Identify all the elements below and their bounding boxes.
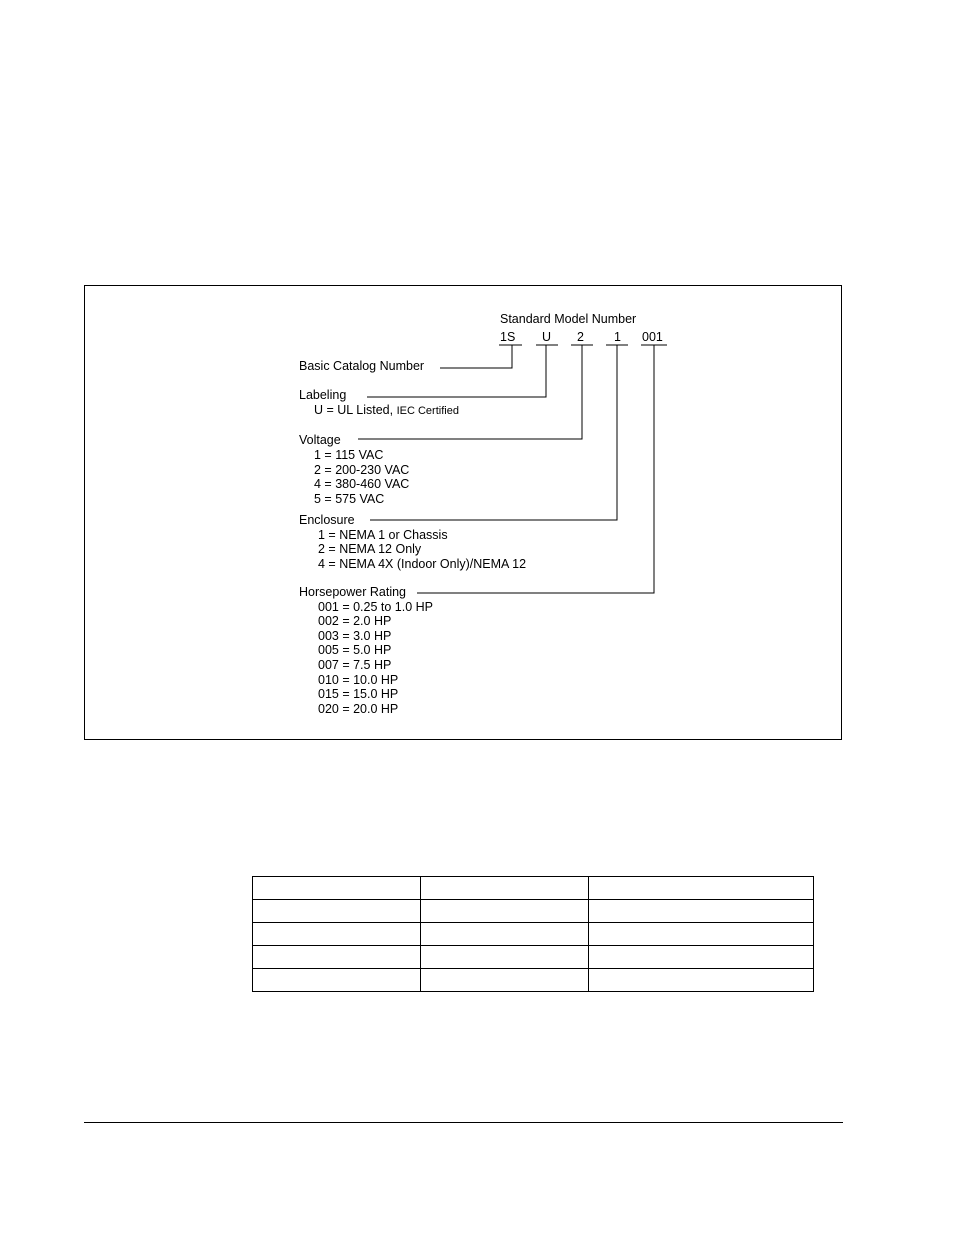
voltage-option: 2 = 200-230 VAC [314,463,410,477]
horsepower-option: 005 = 5.0 HP [318,643,392,657]
table-cell [421,900,589,923]
table-row [253,877,814,900]
model-number-figure [84,285,842,740]
diagram-title: Standard Model Number [500,312,637,326]
field-voltage-label: Voltage [299,433,341,447]
horsepower-option: 015 = 15.0 HP [318,687,399,701]
field-basic-catalog-label: Basic Catalog Number [299,359,425,373]
table-row [253,946,814,969]
enclosure-option: 1 = NEMA 1 or Chassis [318,528,448,542]
code-horsepower: 001 [642,330,663,344]
table-cell [253,946,421,969]
table-cell [589,946,814,969]
horsepower-option: 003 = 3.0 HP [318,629,392,643]
table-cell [589,969,814,992]
table-cell [253,969,421,992]
table-row [253,900,814,923]
table-cell [589,923,814,946]
voltage-option: 5 = 575 VAC [314,492,385,506]
table-cell [253,877,421,900]
horsepower-option: 007 = 7.5 HP [318,658,392,672]
code-voltage: 2 [577,330,584,344]
table-row [253,969,814,992]
table-cell [589,900,814,923]
table-cell [589,877,814,900]
code-labeling: U [542,330,552,344]
table-cell [421,969,589,992]
voltage-option: 4 = 380-460 VAC [314,477,410,491]
labeling-option-ul: U = UL Listed, IEC Certified [314,403,459,417]
footer-rule [84,1122,843,1123]
table-row [253,923,814,946]
horsepower-option: 002 = 2.0 HP [318,614,392,628]
field-horsepower-label: Horsepower Rating [299,585,406,599]
table-cell [421,923,589,946]
leader-horsepower [417,345,654,593]
horsepower-option: 001 = 0.25 to 1.0 HP [318,600,434,614]
table-cell [253,923,421,946]
leader-basic-catalog [440,345,512,368]
code-basic-catalog: 1S [500,330,516,344]
horsepower-option: 020 = 20.0 HP [318,702,399,716]
enclosure-option: 2 = NEMA 12 Only [318,542,422,556]
model-number-diagram [85,286,843,741]
enclosure-option: 4 = NEMA 4X (Indoor Only)/NEMA 12 [318,557,527,571]
field-labeling-label: Labeling [299,388,347,402]
table-cell [421,877,589,900]
table-cell [421,946,589,969]
spec-table [252,876,814,992]
table-cell [253,900,421,923]
code-enclosure: 1 [614,330,621,344]
horsepower-option: 010 = 10.0 HP [318,673,399,687]
field-enclosure-label: Enclosure [299,513,355,527]
voltage-option: 1 = 115 VAC [314,448,384,462]
